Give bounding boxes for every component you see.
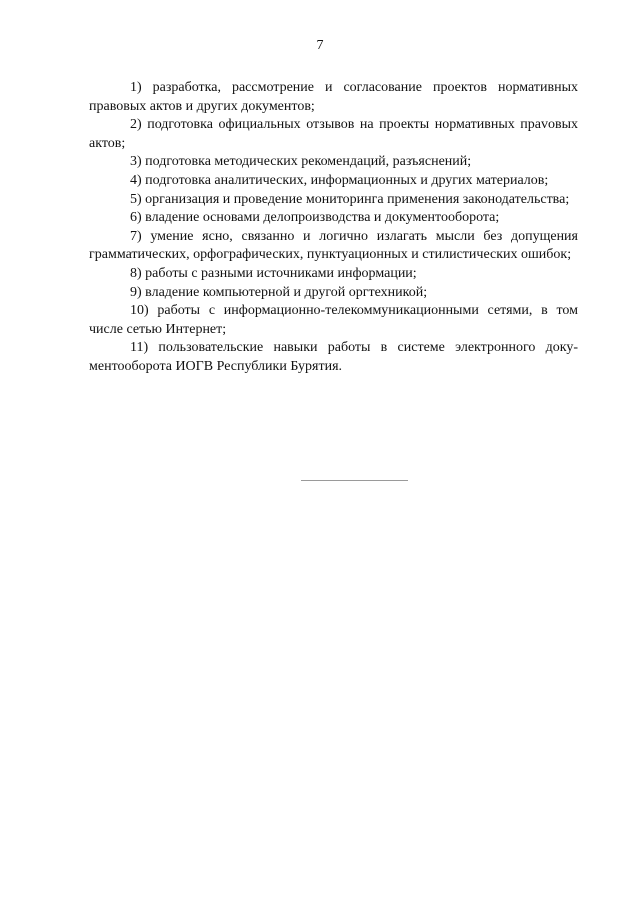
requirements-list <box>89 79 578 377</box>
list-item: 8) работы с разными источниками информации; <box>130 265 417 281</box>
list-item: 6) владение основами делопроизводства и документооборота; <box>130 210 500 226</box>
list-item: 9) владение компьютерной и другой оргтехникой; <box>130 284 428 300</box>
list-item: 7) умение ясно, связанно и логично излагать мысли без допущения грамматических, орфографических, пунктуационных и стилистических ошибок; <box>89 228 578 263</box>
list-item: 10) работы с информационно-телекоммуникационными сетями, в том числе сетью Интернет; <box>89 303 578 337</box>
page-number: 7 <box>316 38 324 53</box>
list-item: 2) подготовка официальных отзывов на проекты нормативных праvовых актов; <box>89 117 578 151</box>
list-item: 3) подготовка методических рекомендаций, разъяснений; <box>130 154 472 170</box>
list-item: 1) разработка, рассмотрение и согласование проектов нормативных правовых актов и других документов; <box>89 80 578 114</box>
list-item: 5) организация и проведение мониторинга применения законодательства; <box>130 191 570 207</box>
list-item: 11) пользовательские навыки работы в системе электронного документооборота ИОГВ Республики Бурятия. <box>89 340 578 374</box>
end-separator-line <box>301 480 408 481</box>
list-item: 4) подготовка аналитических, информационных и других материалов; <box>130 172 549 188</box>
